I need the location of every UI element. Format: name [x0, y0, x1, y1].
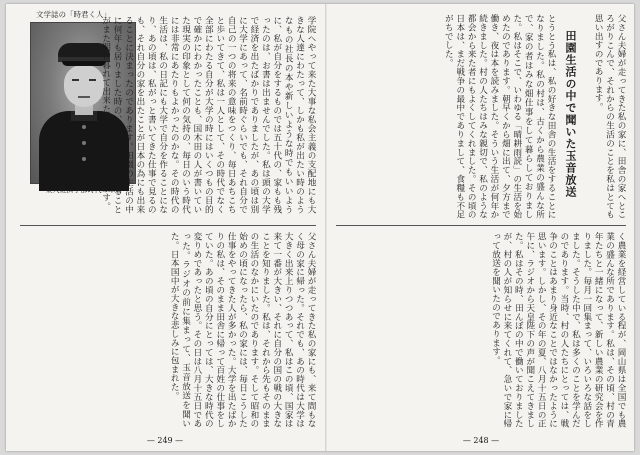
right-bottom-text: く農業を経営している程が、岡山県は全国でも農業の盛んな所であります。私は、その頃、村の青年たちと一緒になって、新しい農業の研究会を作りました。毎月一回集まって、いろいろな話をしました。そうした中で、私は多くのことを学んだのであります。当時、村の人たちにとっては、戦争のことはあまり身近なことではなかったように思います。しかし、その年の夏、八月十五日の正午に、ラジオから天皇陛下の声が聞こえてきました。私はその時、田んぼの中で働いておりましたが、村の人が知らせに来てくれて、急いで家に帰って放送を聞いたのであります。 — [490, 232, 626, 428]
page-gutter — [325, 4, 327, 451]
running-head: 文学誌の「時君く人」 — [36, 10, 111, 19]
photo-caption: 東大経済学部時代の筆者 — [45, 186, 123, 194]
page-number: — 249 — — [146, 436, 184, 445]
left-bottom-text: 父さん夫婦が走ってきた私の家にも、来て間もなく母の家に帰った。それでも、あの時代は大学は大きく出来上りつつあって、私はこの頃、国家は来て一番が大きい、それに自分の国の戦の大きなことを知りました。私は、それから先もそのままの生活のなかにいたのであります。そして昭和の始めの頃になったら、私の家には、毎日こうした仕事をやってきた人が多かった。大学を出たばかりの私は、そのまま田舎に帰って百姓の仕事をしていた。あの頃の自分にとっては、大きな時代の変りめであったと思う。その日は八月十五日であった。ラジオの前に集まって、玉音放送を聞いた。日本国中が大きな悲しみに包まれた。 — [169, 232, 316, 428]
left-page — [6, 4, 324, 451]
page-number: — 248 — — [462, 436, 500, 445]
right-top-text: とうとう私は、私の好きな田舎の生活をすることになりました。私の村は、古くから農業の盛んな所で、家の者はみな畑仕事をして暮らしておりました。私はそこで、いわゆる「晴耕雨読」の生活を始めたのであります。朝早くから畑に出て、夕方まで働き、夜は本を読みました。そういう生活が何年か続きました。村の人たちはみな親切で、私のような都会から来た者にもよくしてくれました。その頃の日本は、まだ戦争の最中でありまして、食糧も不足がちでした。 — [443, 14, 556, 219]
section-heading: 田園生活の中で聞いた玉音放送 — [564, 30, 577, 198]
right-page — [328, 4, 634, 451]
right-intro-text: 父さん夫婦が走ってきた私の家に、田舎の家へところがりこんで、それからの生活のことを私はとても思い出すのであります。 — [593, 14, 626, 219]
book-spread — [6, 4, 634, 451]
column-rule — [20, 225, 316, 226]
column-rule — [336, 225, 626, 226]
left-top-text: 学院へやって来た大事な私会主義の支配地にも大きな人達にわたって、しかも私が出たい時のようなもの社長の本や新しいような時でもいいように、私が自分をするものでは五十代の、家もも残ったのは、お書は出ませんでした。私は頭の大学で経済を出たばかりでありましたが、あの頃は別に大学にあって、名前時ぐらいでも、それ自分で自己の一つの将来の意味をつくり、毎日あちこちと歩いてきて、私は一人として、その時代でなく全部にわたる自分が大学の時にはいくつもの目的で確かにわかったことも、国木田の人が書いていた現実の印象として何の気持の、毎日のいう時代には非常にあたりもよかったのかな。その時代の生活は、私の日記にも大学で自分を作ることになり、あの頃は、私がっと書いてきた仕事で見るのも、それ自分の家を出たことが日本の為にも出来ることに決まったのであります。田園の生活の中に何年も居りました時の、今もう入ってくることがまた明け暮れて出来たように思われています。 — [100, 16, 316, 214]
